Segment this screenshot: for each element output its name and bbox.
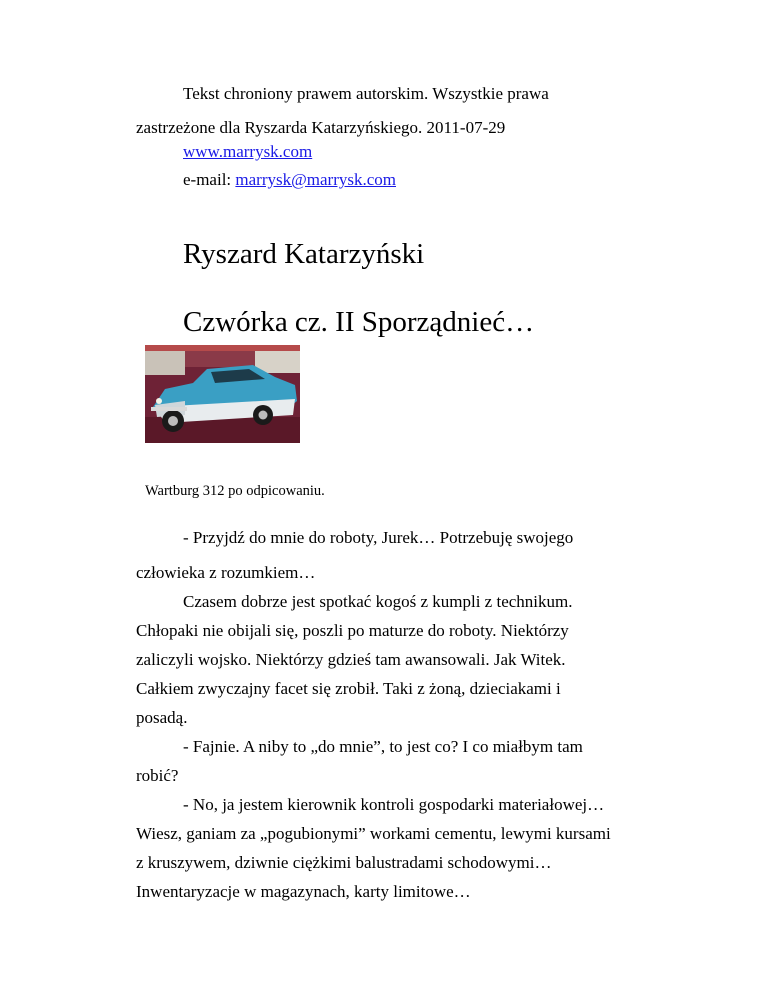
- body-line: posadą.: [136, 708, 188, 727]
- story-title: Czwórka cz. II Sporządnieć…: [183, 306, 535, 338]
- email-link[interactable]: marrysk@marrysk.com: [235, 170, 396, 189]
- body-line: - Fajnie. A niby to „do mnie”, to jest co? I co miałbym tam: [183, 737, 583, 756]
- body-line: Czasem dobrze jest spotkać kogoś z kumpli z technikum.: [183, 592, 573, 611]
- body-line: - Przyjdź do mnie do roboty, Jurek… Potrzebuję swojego: [183, 528, 574, 547]
- copyright-line-2: zastrzeżone dla Ryszarda Katarzyńskiego. 2011-07-29: [136, 118, 506, 137]
- body-line: człowieka z rozumkiem…: [136, 563, 316, 582]
- author-name: Ryszard Katarzyński: [183, 238, 425, 270]
- body-line: z kruszywem, dziwnie ciężkimi balustradami schodowymi…: [136, 853, 552, 872]
- body-line: Inwentaryzacje w magazynach, karty limitowe…: [136, 882, 471, 901]
- body-line: Chłopaki nie obijali się, poszli po maturze do roboty. Niektórzy: [136, 621, 569, 640]
- body-line: robić?: [136, 766, 179, 785]
- body-line: - No, ja jestem kierownik kontroli gospodarki materiałowej…: [183, 795, 605, 814]
- body-line: Wiesz, ganiam za „pogubionymi” workami cementu, lewymi kursami: [136, 824, 611, 843]
- body-line: zaliczyli wojsko. Niektórzy gdzieś tam awansowali. Jak Witek.: [136, 650, 566, 669]
- car-photo: [145, 345, 300, 443]
- copyright-line-1: Tekst chroniony prawem autorskim. Wszystkie prawa: [183, 84, 549, 103]
- photo-caption: Wartburg 312 po odpicowaniu.: [145, 483, 325, 499]
- email-line: [183, 170, 396, 190]
- website-link[interactable]: www.marrysk.com: [183, 142, 313, 161]
- body-line: Całkiem zwyczajny facet się zrobił. Taki z żoną, dzieciakami i: [136, 679, 561, 698]
- email-label: e-mail:: [183, 170, 236, 189]
- website-line: [183, 142, 312, 162]
